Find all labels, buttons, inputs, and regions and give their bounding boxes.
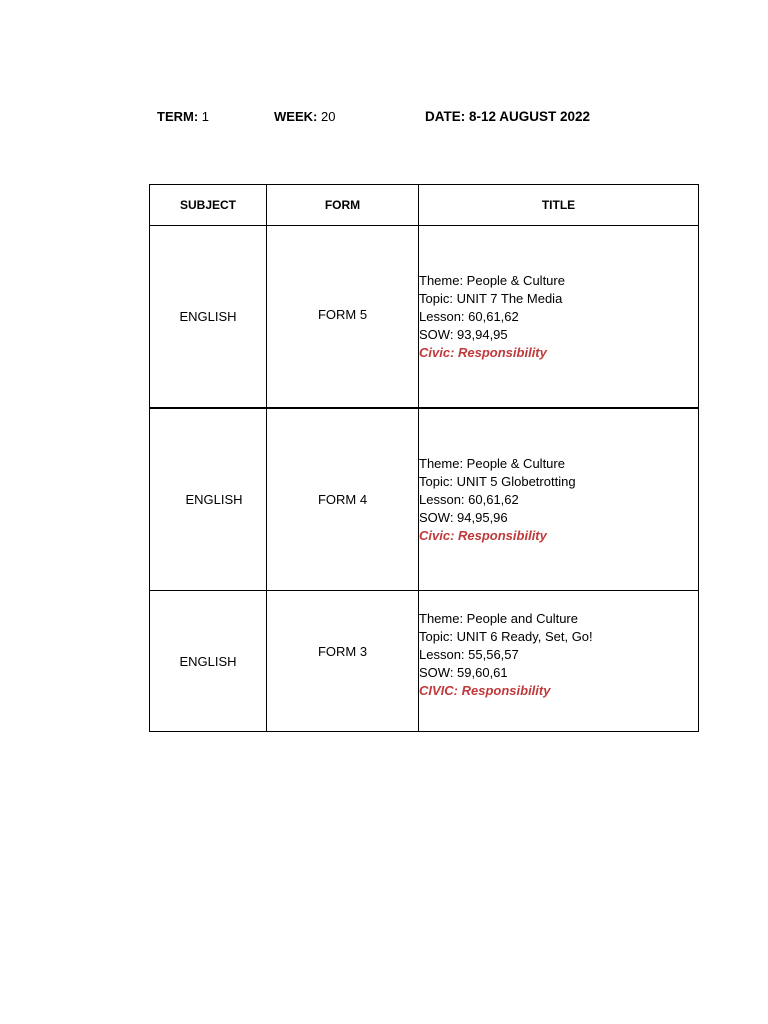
date-field: DATE: 8-12 AUGUST 2022 <box>425 109 591 124</box>
form-cell <box>267 226 419 409</box>
table-row <box>150 408 699 591</box>
subject-cell <box>150 591 267 732</box>
week-field <box>274 109 335 124</box>
form-text: FORM 4 <box>317 492 368 507</box>
form-text: FORM 3 <box>317 643 368 659</box>
form-cell <box>267 408 419 591</box>
sow-text: SOW: 94,95,96 <box>419 509 508 525</box>
table-row <box>150 226 699 409</box>
term-field <box>157 109 209 124</box>
subject-text: ENGLISH <box>179 653 237 669</box>
subject-text: ENGLISH <box>185 492 243 507</box>
subject-cell <box>150 226 267 409</box>
week-value: 20 <box>320 109 336 124</box>
form-text: FORM 5 <box>317 307 368 322</box>
title-content <box>419 610 698 700</box>
week-label: WEEK: <box>274 109 318 124</box>
topic-text: Topic: UNIT 5 Globetrotting <box>419 473 576 489</box>
term-label: TERM: <box>157 109 199 124</box>
lesson-text: Lesson: 60,61,62 <box>419 308 519 324</box>
topic-text: Topic: UNIT 6 Ready, Set, Go! <box>419 629 593 644</box>
form-cell <box>267 591 419 732</box>
lesson-plan-table <box>149 184 699 732</box>
civic-text: Civic: Responsibility <box>419 527 547 543</box>
lesson-text: Lesson: 60,61,62 <box>419 491 519 507</box>
theme-text: Theme: People & Culture <box>419 455 565 471</box>
column-header-form: FORM <box>267 185 419 226</box>
subject-text: ENGLISH <box>179 309 237 324</box>
theme-text: Theme: People and Culture <box>419 611 578 626</box>
topic-text: Topic: UNIT 7 The Media <box>419 290 563 306</box>
sow-text: SOW: 59,60,61 <box>419 665 508 680</box>
civic-text: CIVIC: Responsibility <box>419 683 551 698</box>
title-cell <box>419 408 699 591</box>
column-header-subject: SUBJECT <box>150 185 267 226</box>
theme-text: Theme: People & Culture <box>419 272 565 288</box>
title-cell <box>419 591 699 732</box>
lesson-text: Lesson: 55,56,57 <box>419 647 519 662</box>
table-header-row <box>150 185 699 226</box>
subject-cell <box>150 408 267 591</box>
sow-text: SOW: 93,94,95 <box>419 326 508 342</box>
table-row <box>150 591 699 732</box>
term-value: 1 <box>201 109 210 124</box>
civic-text: Civic: Responsibility <box>419 344 547 360</box>
title-cell <box>419 226 699 409</box>
column-header-title: TITLE <box>419 185 699 226</box>
